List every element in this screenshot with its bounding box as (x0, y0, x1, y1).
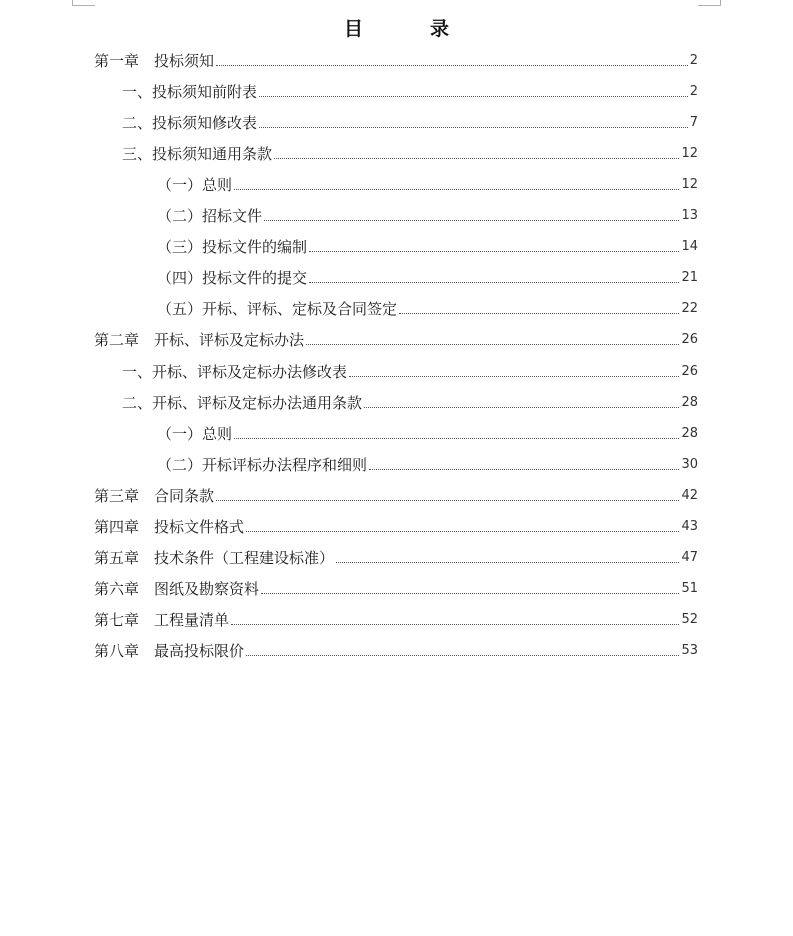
toc-entry-page-number: 52 (681, 611, 698, 627)
toc-leader-dots (261, 593, 679, 594)
toc-leader-dots (234, 438, 679, 439)
toc-leader-dots (259, 96, 688, 97)
toc-entry-page-number: 14 (681, 239, 698, 255)
toc-leader-dots (246, 531, 679, 532)
toc-entry-label: （二）招标文件 (157, 207, 263, 226)
toc-entry[interactable] (157, 234, 698, 256)
toc-leader-dots (246, 655, 679, 656)
toc-entry-page-number: 21 (681, 270, 698, 286)
toc-title: 目 录 (343, 18, 473, 40)
toc-entry-page-number: 2 (689, 53, 698, 68)
toc-entry-page-number: 42 (681, 487, 698, 503)
toc-entry-label: （三）投标文件的编制 (157, 238, 308, 257)
toc-entry-label: 二、投标须知修改表 (122, 114, 258, 133)
toc-entry[interactable] (157, 265, 698, 287)
toc-leader-dots (264, 220, 679, 221)
toc-entry[interactable] (157, 172, 698, 194)
toc-entry[interactable] (94, 483, 698, 505)
toc-entry[interactable] (157, 452, 698, 474)
toc-entry[interactable] (122, 141, 698, 163)
toc-entry-page-number: 26 (681, 332, 698, 348)
toc-leader-dots (231, 624, 679, 625)
toc-entry-label: 二、开标、评标及定标办法通用条款 (122, 393, 363, 412)
toc-entry-page-number: 26 (681, 363, 698, 379)
toc-leader-dots (234, 189, 679, 190)
toc-entry[interactable] (94, 638, 698, 660)
toc-entry[interactable] (94, 576, 698, 598)
toc-leader-dots (216, 65, 688, 66)
toc-entry-label: 第五章 技术条件（工程建设标准） (94, 548, 335, 567)
toc-entry[interactable] (122, 79, 698, 101)
toc-entry-label: （二）开标评标办法程序和细则 (157, 455, 368, 474)
toc-leader-dots (336, 562, 679, 563)
toc-leader-dots (369, 469, 679, 470)
toc-entry-label: 第四章 投标文件格式 (94, 517, 245, 536)
toc-entry-label: （一）总则 (157, 424, 233, 443)
toc-entry[interactable] (94, 545, 698, 567)
toc-leader-dots (216, 500, 679, 501)
toc-leader-dots (306, 344, 679, 345)
toc-leader-dots (309, 251, 679, 252)
page-corner-mark-right (698, 0, 721, 6)
toc-entry-page-number: 13 (681, 208, 698, 224)
toc-entry-page-number: 22 (681, 301, 698, 317)
toc-entry-page-number: 53 (681, 642, 698, 658)
toc-entry[interactable] (94, 607, 698, 629)
toc-leader-dots (309, 282, 679, 283)
toc-entry-page-number: 2 (689, 84, 698, 100)
toc-entry-label: 第三章 合同条款 (94, 486, 215, 505)
toc-entry-label: 一、开标、评标及定标办法修改表 (122, 362, 348, 381)
toc-leader-dots (399, 313, 679, 314)
toc-entry-label: （五）开标、评标、定标及合同签定 (157, 300, 398, 319)
toc-entry[interactable] (157, 296, 698, 318)
toc-leader-dots (349, 376, 679, 377)
toc-entry-label: 第二章 开标、评标及定标办法 (94, 331, 305, 350)
toc-entry-page-number: 28 (681, 394, 698, 410)
toc-entry-page-number: 47 (681, 549, 698, 565)
toc-entry[interactable] (122, 390, 698, 412)
toc-entry[interactable] (157, 203, 698, 225)
toc-entry[interactable] (157, 421, 698, 443)
toc-leader-dots (364, 407, 679, 408)
toc-entry-page-number: 7 (689, 115, 698, 131)
toc-entry-label: （四）投标文件的提交 (157, 269, 308, 288)
toc-entry-label: 第六章 图纸及勘察资料 (94, 579, 260, 598)
toc-entry-label: （一）总则 (157, 176, 233, 195)
toc-entry-page-number: 51 (681, 580, 698, 596)
toc-leader-dots (259, 127, 688, 128)
toc-entry-page-number: 12 (681, 177, 698, 193)
toc-entry-page-number: 12 (681, 146, 698, 162)
toc-entry[interactable] (94, 514, 698, 536)
toc-entry[interactable] (94, 48, 698, 70)
toc-entry-page-number: 28 (681, 425, 698, 441)
toc-entry[interactable] (94, 327, 698, 349)
toc-entry-page-number: 43 (681, 518, 698, 534)
toc-entry-label: 第一章 投标须知 (94, 52, 215, 70)
toc-entry-page-number: 30 (681, 456, 698, 472)
toc-entry-label: 三、投标须知通用条款 (122, 145, 273, 164)
page-corner-mark-left (72, 0, 95, 6)
toc-entry-label: 一、投标须知前附表 (122, 83, 258, 102)
toc-leader-dots (274, 158, 679, 159)
toc-entry[interactable] (122, 359, 698, 381)
toc-entry-label: 第八章 最高投标限价 (94, 641, 245, 660)
toc-entry[interactable] (122, 110, 698, 132)
toc-entry-label: 第七章 工程量清单 (94, 610, 230, 629)
